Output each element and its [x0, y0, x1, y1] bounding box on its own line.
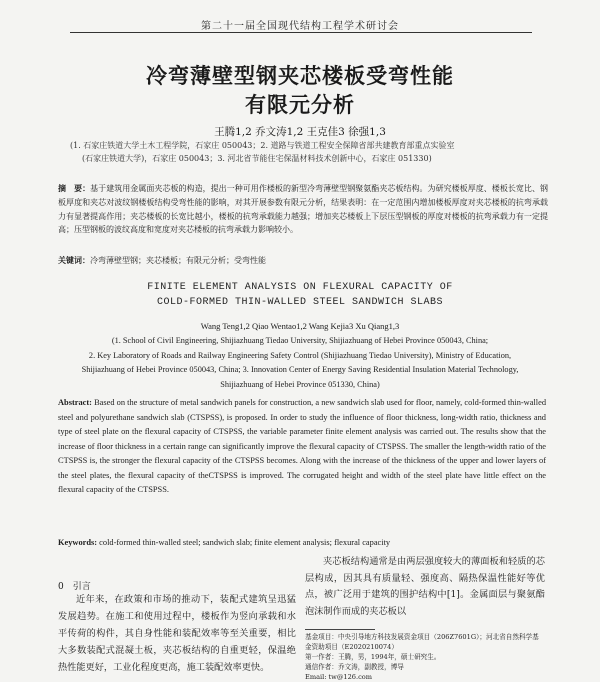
section-heading-introduction: 0 引言	[58, 582, 91, 592]
affiliation-en-line2: 2. Key Laboratory of Roads and Railway Engineering Safety Control (Shijiazhuang Tiedao University), Ministry of Education,	[88, 350, 512, 360]
footnote-corresponding-author: 通信作者：乔文涛，副教授，博导	[305, 663, 404, 671]
keywords-en	[58, 538, 546, 547]
keywords-en-label: Keywords:	[58, 538, 98, 547]
abstract-en-text: Based on the structure of metal sandwich panels for construction, a new sandwich slab used for floor, namely, cold-formed thin-walled steel and polyurethane sandwich slab (CTSPSS), is proposed. In order to study the influence of floor thickness, long-width ratio, thickness and type of steel plate on the flexural capacity of CTSPSS, the variable parameter finite element analysis was carried out. The results show that the increase of floor thickness in a certain range can significantly improve the flexural capacity of CTSPSS. The smaller the length-width ratio of the CTSPSS is, the stronger the flexural capacity of the CTSPSS becomes. Along with the increase of the thickness of the upper and lower layers of the steel plates, the flexural capacity of theCTSPSS is improved. The corrugated height and width of the steel plate have little effect on the flexural capacity of the CTSPSS.	[58, 398, 547, 494]
footnote-funding: 基金项目：中央引导地方科技发展资金项目（206Z7601G）；河北省自然科学基金资助项目（E2020210074）	[305, 633, 539, 651]
abstract-zh	[58, 182, 548, 237]
keywords-zh-text: 冷弯薄壁型钢；夹芯楼板；有限元分析；受弯性能	[90, 256, 266, 265]
abstract-zh-text: 基于建筑用金属面夹芯板的构造，提出一种可用作楼板的新型冷弯薄壁型钢聚氨酯夹芯板结构。为研究楼板厚度、楼板长宽比、钢板厚度和夹芯对波纹钢楼板结构受弯性能的影响，对其开展参数有限元分析，结果表明：在一定范围内增加楼板厚度对夹芯楼板的抗弯承载力有显著提高作用；夹芯楼板的长宽比越小，楼板的抗弯承载能力越强；增加夹芯楼板上下层压型钢板的厚度对楼板的抗弯承载力有一定提高；压型钢板的波纹高度和宽度对夹芯楼板的抗弯承载力影响较小。	[58, 184, 549, 235]
header-rule	[70, 32, 532, 33]
abstract-zh-label: 摘 要：	[58, 183, 91, 193]
footnote-email: Email: tw@126.com	[305, 673, 373, 681]
keywords-zh	[58, 255, 548, 266]
abstract-en	[58, 396, 546, 498]
affiliation-zh-line1: (1. 石家庄铁道大学土木工程学院，石家庄 050043；2. 道路与铁道工程安全保障省部共建教育部重点实验室	[70, 141, 455, 150]
footnote-first-author: 第一作者：王腾，男，1994年，硕士研究生。	[305, 653, 441, 661]
authors-en: Wang Teng1,2 Qiao Wentao1,2 Wang Kejia3 Xu Qiang1,3	[200, 321, 400, 331]
body-left-column: 近年来，在政策和市场的推动下，装配式建筑呈迅猛发展趋势。在施工和使用过程中，楼板作为竖向承载和水平传荷的构件，其自身性能和装配效率等至关重要，相比大多数装配式混凝土板，夹芯板结构的自重更轻，保温绝热性能更好，工业化程度更高，施工装配效率更快。	[58, 594, 296, 673]
keywords-zh-label: 关键词：	[58, 255, 90, 265]
footnote-rule	[305, 629, 375, 630]
title-en-line2: COLD-FORMED THIN-WALLED STEEL SANDWICH SLABS	[156, 297, 444, 308]
keywords-en-text: cold-formed thin-walled steel; sandwich slab; finite element analysis; flexural capacity	[99, 538, 391, 547]
affiliation-en-line4: Shijiazhuang of Hebei Province 051330, China)	[220, 379, 380, 389]
affiliation-en-line3: Shijiazhuang of Hebei Province 050043, China; 3. Innovation Center of Energy Saving Residential Insulation Material Technology,	[81, 365, 519, 374]
affiliation-zh-line2: (石家庄铁道大学)，石家庄 050043；3. 河北省节能住宅保温材料技术创新中心，石家庄 051330)	[82, 154, 432, 163]
title-en-line1: FINITE ELEMENT ANALYSIS ON FLEXURAL CAPACITY OF	[147, 282, 453, 293]
title-zh-line2: 有限元分析	[245, 93, 355, 117]
running-head: 第二十一届全国现代结构工程学术研讨会	[201, 21, 399, 32]
abstract-en-label: Abstract:	[58, 398, 92, 407]
affiliation-en	[40, 334, 560, 392]
authors-zh: 王腾1,2 乔文涛1,2 王克佳3 徐强1,3	[214, 126, 386, 138]
affiliation-en-line1: (1. School of Civil Engineering, Shijiazhuang Tiedao University, Shijiazhuang of Hebei Province 050043, China;	[111, 336, 489, 345]
title-zh-line1: 冷弯薄壁型钢夹芯楼板受弯性能	[146, 64, 454, 88]
body-right-column: 夹芯板结构通常是由两层强度较大的薄面板和轻质的芯层构成，因其具有质量轻、强度高、隔热保温性能好等优点，被广泛用于建筑的围护结构中[1]。金属面层与聚氨酯泡沫制作而成的夹芯板以	[305, 556, 545, 617]
